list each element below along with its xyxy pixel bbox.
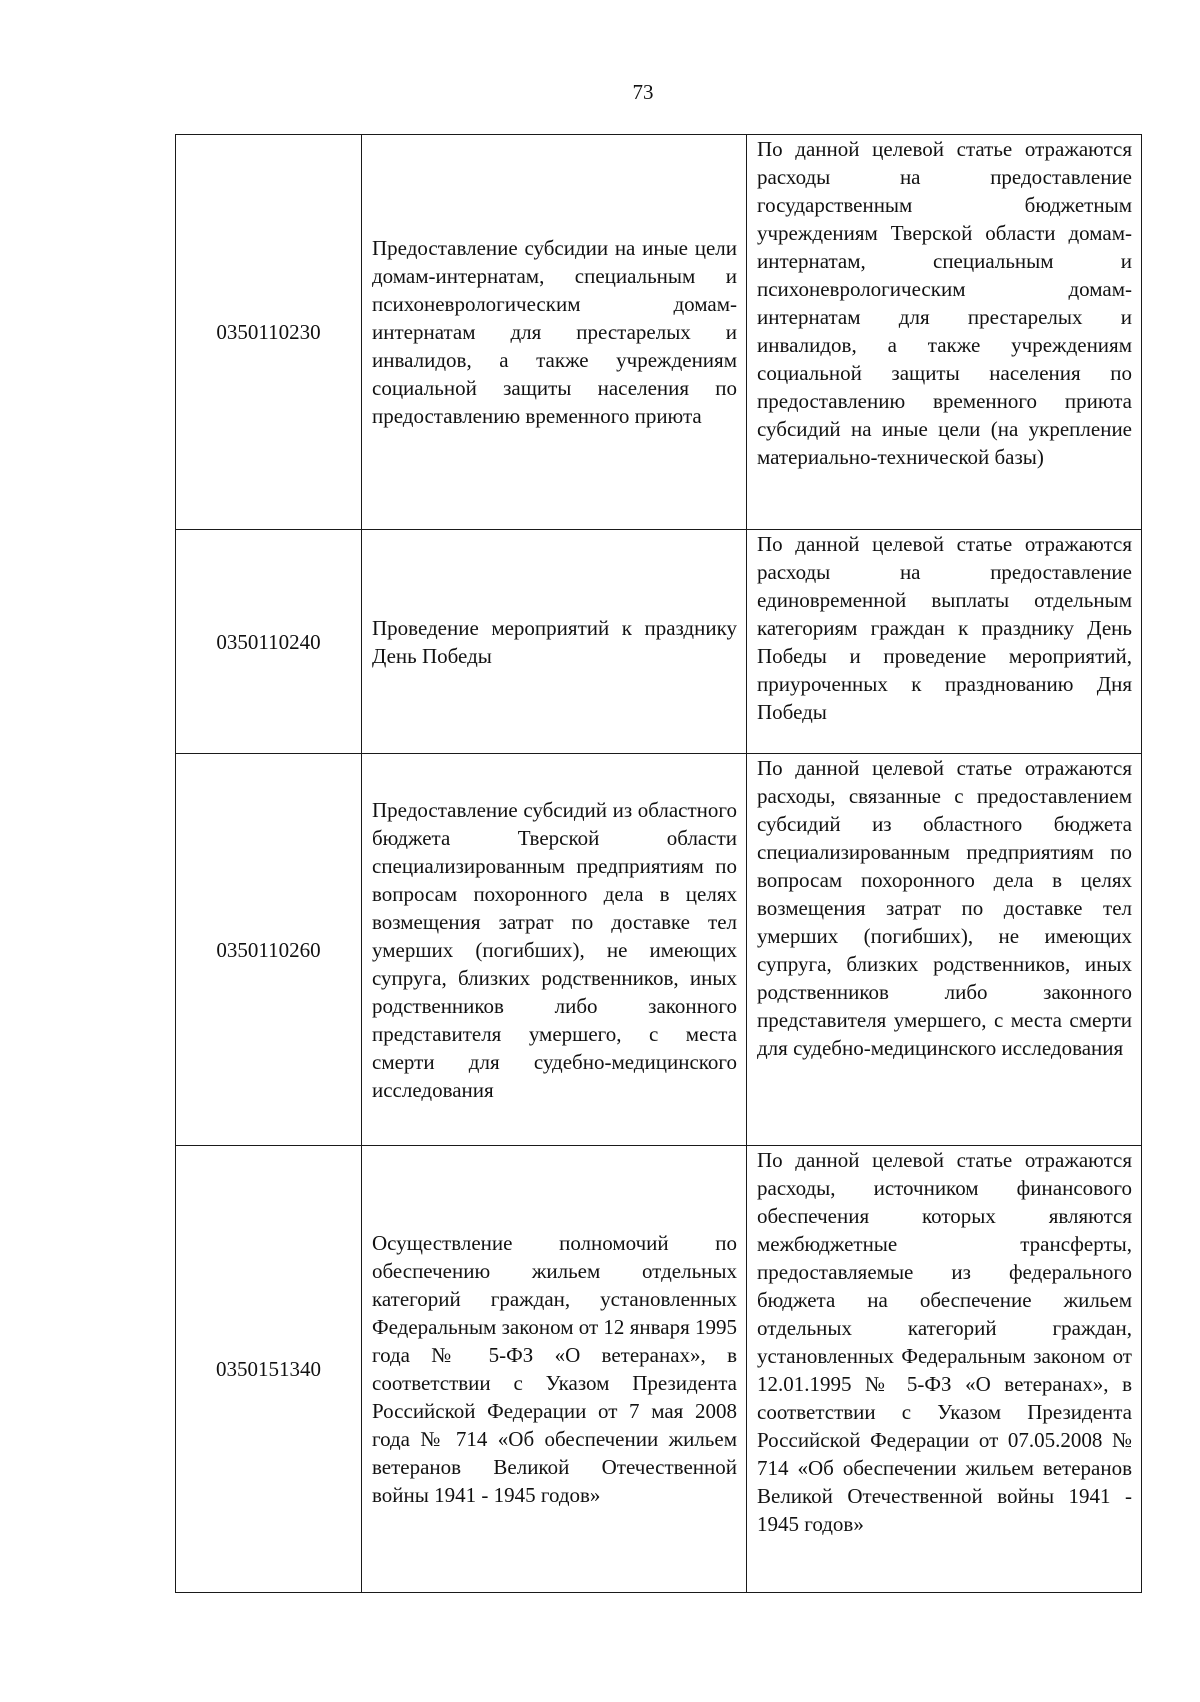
target-name-cell	[362, 1146, 747, 1593]
target-code-cell	[176, 530, 362, 754]
target-code: 0350110230	[216, 320, 321, 344]
target-name-cell	[362, 135, 747, 530]
target-name-cell	[362, 530, 747, 754]
target-name: Предоставление субсидии на иные цели домам-интернатам, специальным и психоневрологическим домам-интернатам для престарелых и инвалидов, а также учреждениям социальной защиты населения по предоставлению временного приюта	[372, 236, 737, 428]
target-description-cell	[747, 1146, 1142, 1593]
target-code: 0350110260	[216, 937, 321, 962]
target-description-cell	[747, 530, 1142, 754]
target-code-cell	[176, 1146, 362, 1593]
target-description: По данной целевой статье отражаются расходы на предоставление государственным бюджетным учреждениям Тверской области домам-интернатам, специальным и психоневрологическим домам-интернатам для престарелых и инвалидов, а также учреждениям социальной защиты населения по предоставлению временного приюта субсидий на иные цели (на укрепление материально-технической базы)	[757, 137, 1132, 469]
target-name: Осуществление полномочий по обеспечению жильем отдельных категорий граждан, установленных Федеральным законом от 12 января 1995 года № 5-ФЗ «О ветеранах», в соответствии с Указом Президента Российской Федерации от 7 мая 2008 года № 714 «Об обеспечении жильем ветеранов Великой Отечественной войны 1941 - 1945 годов»	[372, 1231, 737, 1507]
target-description: По данной целевой статье отражаются расходы, связанные с предоставлением субсидий из областного бюджета специализированным предприятиям по вопросам похоронного дела в целях возмещения затрат по доставке тел умерших (погибших), не имеющих супруга, близких родственников, иных родственников либо законного представителя умершего, с места смерти для судебно-медицинского исследования	[757, 756, 1132, 1060]
target-name: Предоставление субсидий из областного бюджета Тверской области специализированным предприятиям по вопросам похоронного дела в целях возмещения затрат по доставке тел умерших (погибших), не имеющих супруга, близких родственников, иных родственников либо законного представителя умершего, с места смерти для судебно-медицинского исследования	[372, 797, 737, 1102]
target-description-cell	[747, 135, 1142, 530]
target-description-cell	[747, 754, 1142, 1146]
table-row	[176, 754, 1142, 1146]
target-code: 0350110240	[216, 629, 321, 654]
table-row	[176, 135, 1142, 530]
target-code-cell	[176, 135, 362, 530]
target-description: По данной целевой статье отражаются расходы, источником финансового обеспечения которых являются межбюджетные трансферты, предоставляемые из федерального бюджета на обеспечение жильем отдельных категорий граждан, установленных Федеральным законом от 12.01.1995 № 5-ФЗ «О ветеранах», в соответствии с Указом Президента Российской Федерации от 07.05.2008 № 714 «Об обеспечении жильем ветеранов Великой Отечественной войны 1941 - 1945 годов»	[757, 1148, 1132, 1536]
target-code-cell	[176, 754, 362, 1146]
table-row	[176, 530, 1142, 754]
target-name: Проведение мероприятий к празднику День Победы	[372, 615, 737, 668]
target-name-cell	[362, 754, 747, 1146]
target-code: 0350151340	[216, 1357, 321, 1381]
table-row	[176, 1146, 1142, 1593]
target-articles-table	[175, 134, 1142, 1593]
target-description: По данной целевой статье отражаются расходы на предоставление единовременной выплаты отдельным категориям граждан к празднику День Победы и проведение мероприятий, приуроченных к празднованию Дня Победы	[757, 532, 1132, 724]
page-number: 73	[632, 80, 654, 104]
